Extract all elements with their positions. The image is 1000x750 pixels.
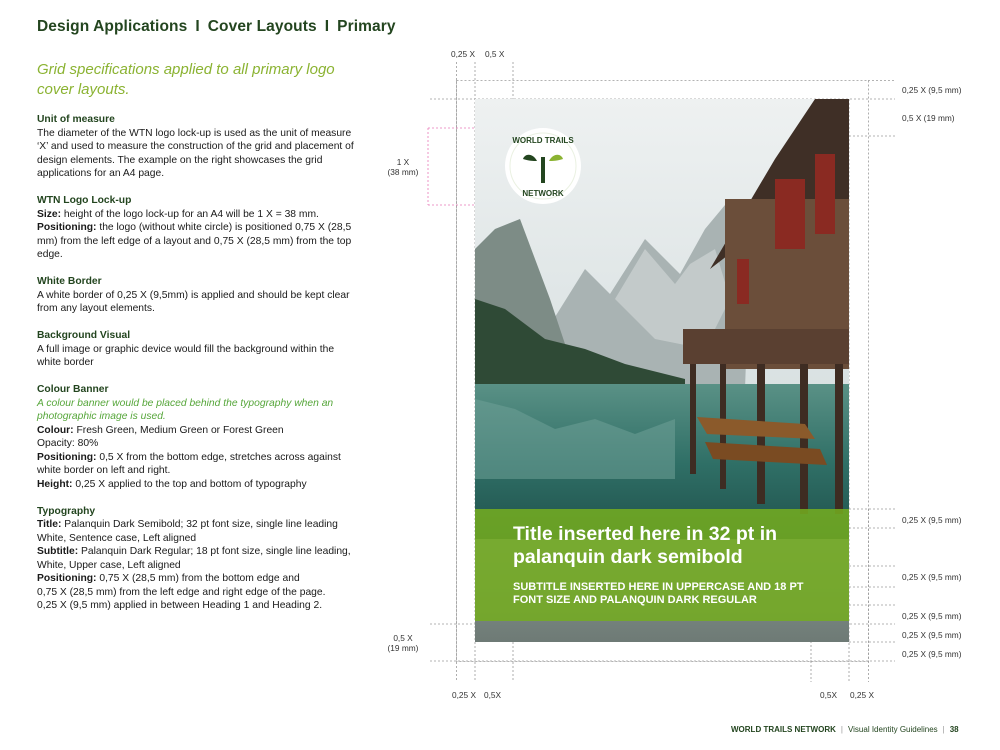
stilt <box>690 364 696 474</box>
title-spec-text: Palanquin Dark Semibold; 32 pt font size, single line leading White, Sentence case, Left aligned <box>37 519 338 544</box>
size-label: Size: <box>37 208 62 220</box>
wtn-logo <box>505 128 581 204</box>
size-text: height of the logo lock-up for an A4 will be 1 X = 38 mm. <box>61 208 319 220</box>
subtitle-spec-text: Palanquin Dark Regular; 18 pt font size, single line leading, White, Upper case, Left aligned <box>37 546 351 571</box>
positioning-line-2: 0,75 X (28,5 mm) from the left edge and right edge of the page. <box>37 586 326 598</box>
dim-top-0-5x: 0,5 X <box>485 49 505 59</box>
title-separator: I <box>195 18 200 35</box>
title-part-design-applications: Design Applications <box>37 18 188 35</box>
footer-separator: | <box>840 725 843 734</box>
colour-label: Colour: <box>37 424 74 436</box>
dim-line: (38 mm) <box>387 167 419 177</box>
dim-bottom-right-0-5x: 0,5X <box>820 690 838 700</box>
title-part-primary: Primary <box>337 18 396 35</box>
footer <box>731 725 959 734</box>
dim-right-margin: 0,25 X (9,5 mm) <box>902 630 962 640</box>
positioning-line-3: 0,25 X (9,5 mm) applied in between Heading 1 and Heading 2. <box>37 600 323 611</box>
logo-text-bottom: NETWORK <box>522 189 564 198</box>
dim-right-0-5x: 0,5 X (19 mm) <box>902 113 955 123</box>
title-spec-label: Title: <box>37 519 62 530</box>
section-title: Unit of measure <box>37 114 115 125</box>
dim-bottom-right-0-25x: 0,25 X <box>850 690 874 700</box>
dim-bottom-left-0-5x: 0,5X <box>484 690 502 700</box>
cover-subtitle: SUBTITLE INSERTED HERE IN UPPERCASE AND 18 PT FONT SIZE AND PALANQUIN DARK REGULAR <box>513 581 804 606</box>
colour-text: Fresh Green, Medium Green or Forest Green <box>73 424 284 436</box>
title-part-cover-layouts: Cover Layouts <box>207 18 317 35</box>
section-title: Typography <box>37 505 96 517</box>
positioning-text: 0,75 X (28,5 mm) from the bottom edge and <box>96 573 300 584</box>
title-separator: I <box>324 18 330 35</box>
house-window <box>815 154 835 234</box>
dim-left-1x <box>380 157 426 177</box>
intro-text: Grid specifications applied to all primary logo cover layouts. <box>37 61 335 98</box>
footer-separator: | <box>942 725 945 734</box>
section-title: White Border <box>37 276 102 287</box>
section-note: A colour banner would be placed behind the typography when an photographic image is used. <box>37 397 334 422</box>
subtitle-spec-label: Subtitle: <box>37 546 79 557</box>
dim-right-border: 0,25 X (9,5 mm) <box>902 85 962 95</box>
positioning-label: Positioning: <box>37 222 97 233</box>
positioning-text: the logo (without white circle) is positioned 0,75 X (28,5 mm) from the left edge of a layout and 0,75 X (28,5 mm) from the top edge. <box>37 222 352 260</box>
section-title: Colour Banner <box>37 384 109 395</box>
dim-right-heading-gap: 0,25 X (9,5 mm) <box>902 572 962 582</box>
section-text: A white border of 0,25 X (9,5mm) is applied and should be kept clear from any layout elements. <box>37 289 350 314</box>
dim-right-banner-bottom: 0,25 X (9,5 mm) <box>902 611 962 621</box>
dim-line: 0,5 X <box>393 633 413 643</box>
section-title: Background Visual <box>37 330 131 341</box>
dim-line: 1 X <box>396 157 410 167</box>
section-title: WTN Logo Lock-up <box>37 195 132 206</box>
page-number: 38 <box>949 725 959 734</box>
dim-left-0-5x <box>380 633 426 653</box>
dim-bottom-left-0-25x: 0,25 X <box>452 690 476 700</box>
section-text: The diameter of the WTN logo lock-up is used as the unit of measure ‘X’ and used to measure the construction of the grid and placement of design elements. The example on the right showcases the grid applications for an A4 page. <box>37 127 354 179</box>
section-text: A full image or graphic device would fill the background within the white border <box>37 343 335 368</box>
dim-right-banner-top: 0,25 X (9,5 mm) <box>902 515 962 525</box>
logo-stem-icon <box>541 157 545 183</box>
positioning-label: Positioning: <box>37 451 97 463</box>
house-deck <box>683 329 849 364</box>
stilt <box>835 364 843 514</box>
stilt <box>800 364 808 514</box>
cover-layout <box>475 99 849 642</box>
height-text: 0,25 X applied to the top and bottom of typography <box>72 478 307 490</box>
footer-org: WORLD TRAILS NETWORK <box>731 725 836 734</box>
dim-right-border-bottom: 0,25 X (9,5 mm) <box>902 649 962 659</box>
positioning-label: Positioning: <box>37 573 97 584</box>
footer-guide: Visual Identity Guidelines <box>847 725 938 734</box>
house-window <box>737 259 749 304</box>
height-label: Height: <box>37 478 73 490</box>
opacity-line: Opacity: 80% <box>37 438 99 449</box>
dim-line: (19 mm) <box>387 643 419 653</box>
logo-text-top: WORLD TRAILS <box>512 136 574 145</box>
cover-title: Title inserted here in 32 pt in palanquin dark semibold <box>513 523 778 568</box>
dim-top-0-25x: 0,25 X <box>451 49 475 59</box>
positioning-text: 0,5 X from the bottom edge, stretches across against white border on left and right. <box>37 451 341 476</box>
house-window <box>775 179 805 249</box>
